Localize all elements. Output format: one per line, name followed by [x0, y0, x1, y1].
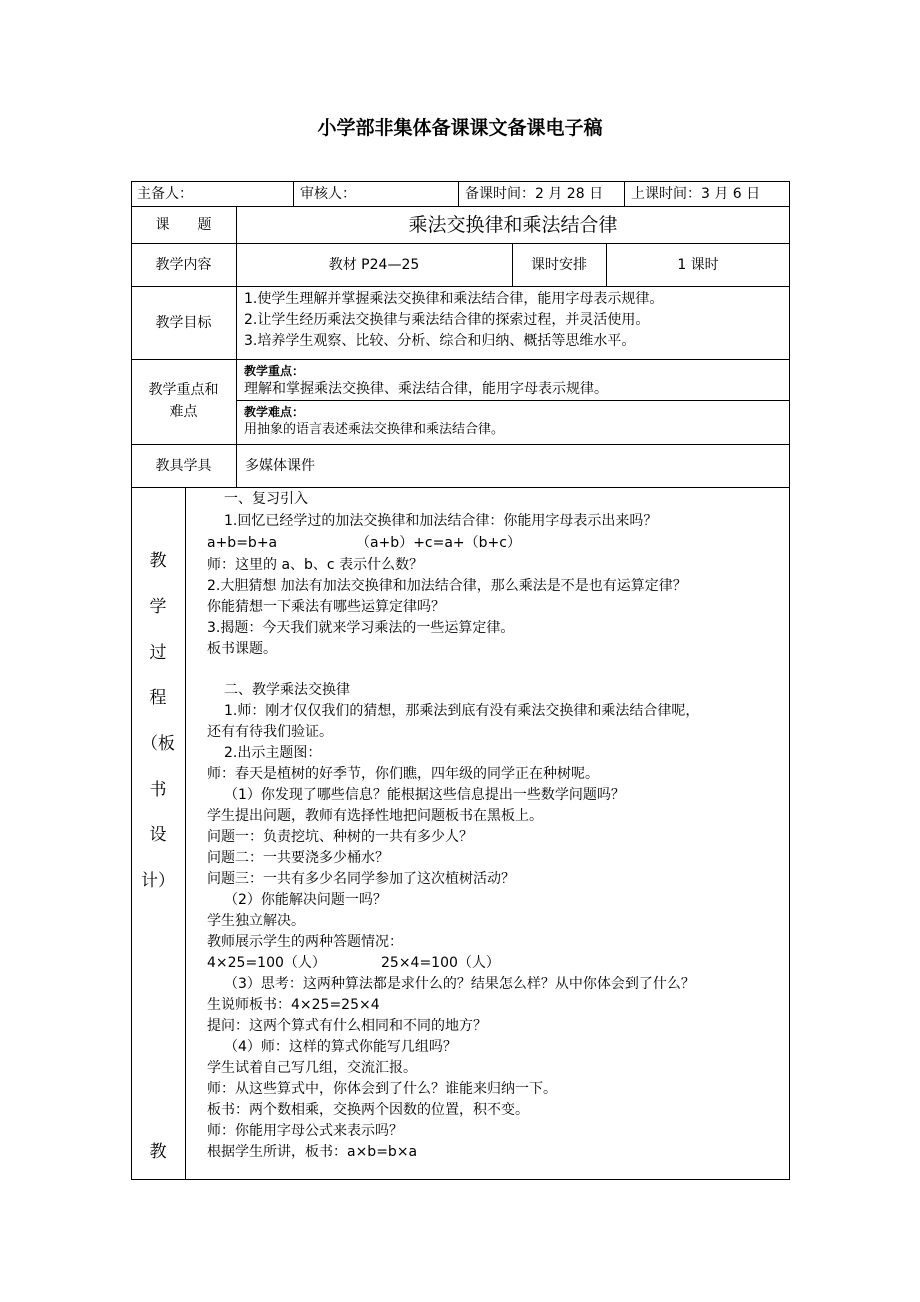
row-divider — [131, 206, 790, 207]
topic-label: 课 题 — [155, 217, 212, 233]
goal-item: 1.使学生理解并掌握乘法交换律和乘法结合律，能用字母表示规律。 — [244, 291, 664, 307]
process-line: 问题一：负责挖坑、种树的一共有多少人？ — [207, 829, 473, 845]
difficulty-text: 用抽象的语言表述乘法交换律和乘法结合律。 — [244, 422, 505, 437]
process-label-char: 书 — [149, 780, 167, 800]
row-divider — [131, 286, 790, 287]
process-line: 你能猜想一下乘法有哪些运算定律吗？ — [207, 599, 445, 615]
content-value: 教材 P24—25 — [328, 257, 420, 273]
process-line: 师：这里的 a、b、c 表示什么数？ — [207, 557, 424, 573]
process-line: 根据学生所讲，板书：a×b=b×a — [207, 1144, 418, 1160]
process-label-char: 教 — [149, 551, 167, 571]
col-divider — [624, 181, 625, 206]
process-line: 4×25=100（人） — [207, 955, 326, 971]
row-divider — [131, 243, 790, 244]
tools-value: 多媒体课件 — [245, 458, 315, 474]
topic-value: 乘法交换律和乘法结合律 — [408, 214, 618, 236]
process-label-char: （板 — [141, 734, 175, 754]
row-divider — [131, 444, 790, 445]
process-line: 1.回忆已经学过的加法交换律和加法结合律：你能用字母表示出来吗？ — [224, 513, 658, 529]
process-line: 问题二：一共要浇多少桶水？ — [207, 850, 389, 866]
process-line: 师：春天是植树的好季节，你们瞧，四年级的同学正在种树呢。 — [207, 766, 599, 782]
schedule-value: 1 课时 — [677, 257, 719, 273]
process-line: 师：你能用字母公式来表示吗？ — [207, 1123, 403, 1139]
col-divider — [458, 181, 459, 206]
col-divider — [293, 181, 294, 206]
process-line: （1）你发现了哪些信息？能根据这些信息提出一些数学问题吗？ — [224, 787, 625, 803]
focus-title: 教学重点： — [244, 364, 305, 378]
row-divider — [131, 487, 790, 488]
process-line: a+b=b+a — [207, 535, 278, 551]
process-label-char: 过 — [149, 643, 167, 663]
focus-text: 理解和掌握乘法交换律、乘法结合律，能用字母表示规律。 — [244, 381, 608, 397]
process-label-char: 教 — [149, 1142, 167, 1162]
process-line: 板书：两个数相乘，交换两个因数的位置，积不变。 — [207, 1102, 529, 1118]
process-label-char: 设 — [149, 825, 167, 845]
process-line: 学生提出问题，教师有选择性地把问题板书在黑板上。 — [207, 808, 543, 824]
col-divider — [236, 206, 237, 487]
process-label-char: 程 — [149, 688, 167, 708]
process-line: 问题三：一共有多少名同学参加了这次植树活动？ — [207, 871, 515, 887]
reviewer-label: 审核人： — [300, 186, 356, 202]
keypoints-label-line2: 难点 — [169, 404, 198, 420]
process-heading: 二、教学乘法交换律 — [224, 682, 350, 698]
process-line: （4）师：这样的算式你能写几组吗？ — [224, 1039, 457, 1055]
row-divider — [131, 359, 790, 360]
process-line: 板书课题。 — [207, 641, 277, 657]
process-line: 学生试着自己写几组，交流汇报。 — [207, 1060, 417, 1076]
goal-item: 2.让学生经历乘法交换律与乘法结合律的探索过程，并灵活使用。 — [244, 312, 650, 328]
process-label-char: 学 — [149, 597, 167, 617]
process-label-char: 计） — [141, 871, 175, 891]
keypoints-label-line1: 教学重点和 — [148, 382, 219, 398]
process-line: 生说师板书：4×25=25×4 — [207, 997, 380, 1013]
process-line: 师：从这些算式中，你体会到了什么？谁能来归纳一下。 — [207, 1081, 557, 1097]
difficulty-title: 教学难点： — [244, 405, 305, 419]
process-line: 1.师：刚才仅仅我们的猜想，那乘法到底有没有乘法交换律和乘法结合律呢， — [224, 703, 700, 719]
process-line: 提问：这两个算式有什么相同和不同的地方？ — [207, 1018, 487, 1034]
class-time: 上课时间：3 月 6 日 — [631, 186, 761, 202]
process-line: （3）思考：这两种算法都是求什么的？结果怎么样？从中你体会到了什么？ — [224, 976, 695, 992]
row-divider — [236, 400, 790, 401]
prep-time: 备课时间：2 月 28 日 — [465, 186, 604, 202]
goals-label: 教学目标 — [155, 315, 212, 331]
process-line: 教师展示学生的两种答题情况： — [207, 934, 403, 950]
tools-label: 教具学具 — [155, 458, 212, 474]
col-divider — [185, 487, 186, 1180]
process-line: 还有有待我们验证。 — [207, 724, 333, 740]
process-line: 2.大胆猜想 加法有加法交换律和加法结合律，那么乘法是不是也有运算定律？ — [207, 578, 687, 594]
process-line: 2.出示主题图： — [224, 745, 322, 761]
preparer-label: 主备人： — [137, 186, 193, 202]
page-title: 小学部非集体备课课文备课电子稿 — [317, 117, 603, 139]
process-line: 25×4=100（人） — [381, 955, 500, 971]
process-line: 学生独立解决。 — [207, 913, 305, 929]
content-label: 教学内容 — [155, 257, 212, 273]
process-line: （2）你能解决问题一吗？ — [224, 892, 387, 908]
process-line: （a+b）+c=a+（b+c） — [356, 535, 521, 551]
goal-item: 3.培养学生观察、比较、分析、综合和归纳、概括等思维水平。 — [244, 333, 636, 349]
process-line: 3.揭题：今天我们就来学习乘法的一些运算定律。 — [207, 620, 515, 636]
schedule-label: 课时安排 — [531, 257, 587, 273]
process-heading: 一、复习引入 — [224, 491, 308, 507]
